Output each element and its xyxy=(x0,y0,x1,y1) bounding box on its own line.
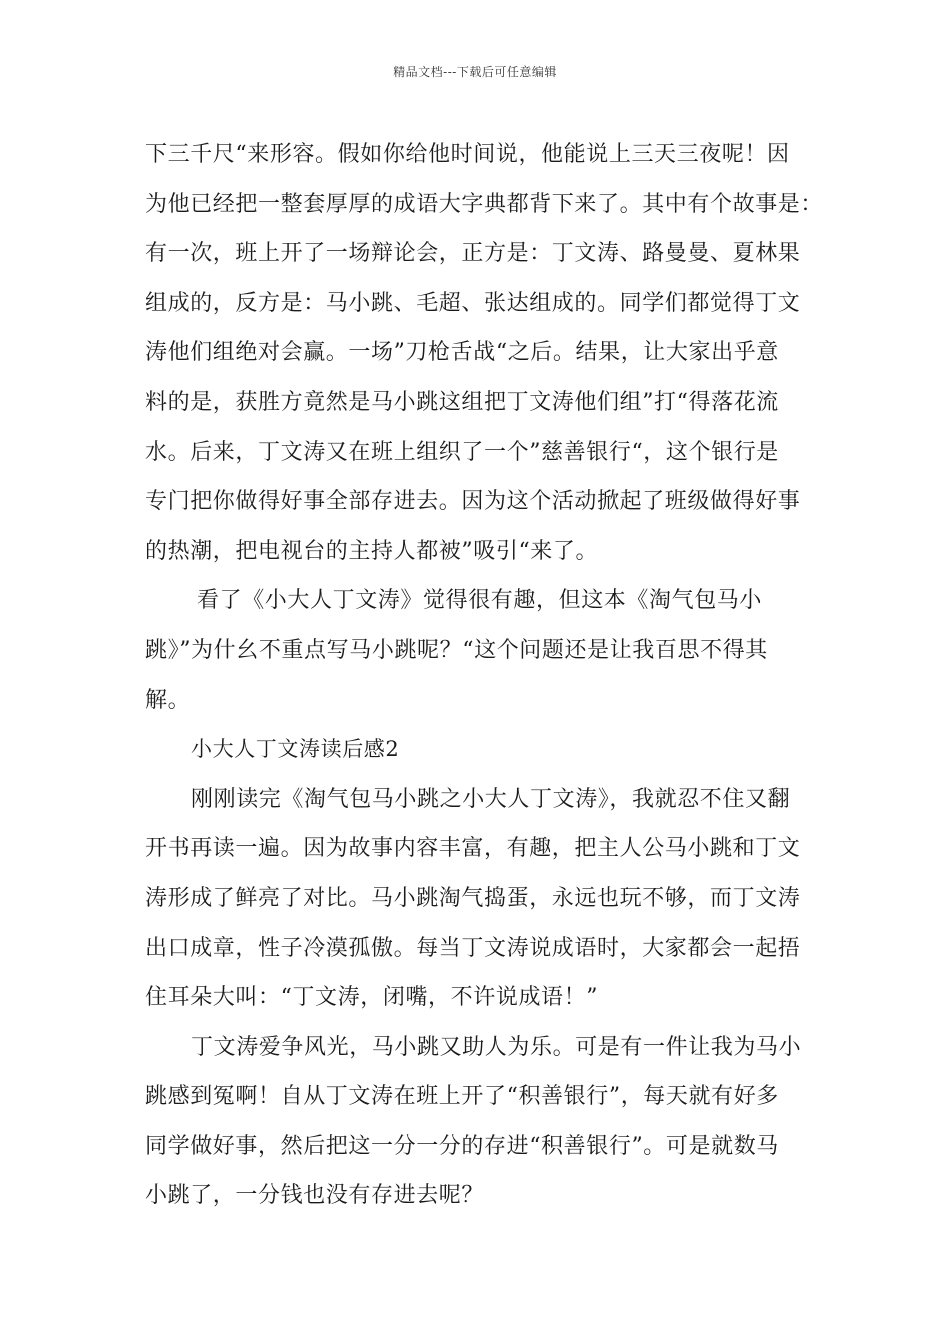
section-heading: 小大人丁文涛读后感2 xyxy=(191,737,400,762)
text-line: 出口成章，性子冷漠孤傲。每当丁文涛说成语时，大家都会一起捂 xyxy=(145,935,801,961)
text-line: 水。后来，丁文涛又在班上组织了一个”慈善银行“，这个银行是 xyxy=(145,439,779,465)
paragraph-start-line: 看了《小大人丁文涛》觉得很有趣，但这本《淘气包马小 xyxy=(197,588,763,614)
text-line: 下三千尺“来形容。假如你给他时间说，他能说上三天三夜呢！因 xyxy=(145,142,790,167)
text-line: 跳》”为什幺不重点写马小跳呢？“这个问题还是让我百思不得其 xyxy=(145,637,768,663)
text-line: 跳感到冤啊！自从丁文涛在班上开了“积善银行”，每天就有好多 xyxy=(145,1084,779,1110)
text-line: 小跳了，一分钱也没有存进去呢？ xyxy=(145,1183,485,1209)
document-body xyxy=(145,130,824,1221)
text-line: 涛形成了鲜亮了对比。马小跳淘气捣蛋，永远也玩不够，而丁文涛 xyxy=(145,885,801,911)
text-line: 组成的，反方是：马小跳、毛超、张达组成的。同学们都觉得丁文 xyxy=(145,290,801,316)
text-line: 涛他们组绝对会赢。一场”刀枪舌战“之后。结果，让大家出乎意 xyxy=(145,340,779,366)
text-line: 同学做好事，然后把这一分一分的存进“积善银行”。可是就数马 xyxy=(145,1133,779,1159)
paragraph-start-line: 刚刚读完《淘气包马小跳之小大人丁文涛》，我就忍不住又翻 xyxy=(191,786,791,812)
page-header: 精品文档---下载后可任意编辑 xyxy=(393,65,557,79)
text-line: 住耳朵大叫：“丁文涛，闭嘴，不许说成语！” xyxy=(145,985,599,1011)
text-line: 为他已经把一整套厚厚的成语大字典都背下来了。其中有个故事是： xyxy=(145,191,824,217)
text-line: 料的是，获胜方竟然是马小跳这组把丁文涛他们组”打“得落花流 xyxy=(145,389,779,415)
text-line: 有一次，班上开了一场辩论会，正方是：丁文涛、路曼曼、夏林果 xyxy=(145,241,801,267)
text-line: 的热潮，把电视台的主持人都被”吸引“来了。 xyxy=(145,538,599,564)
text-line: 专门把你做得好事全部存进去。因为这个活动掀起了班级做得好事 xyxy=(145,489,801,515)
paragraph-start-line: 丁文涛爱争风光，马小跳又助人为乐。可是有一件让我为马小 xyxy=(191,1034,802,1060)
text-line: 开书再读一遍。因为故事内容丰富，有趣，把主人公马小跳和丁文 xyxy=(145,836,801,862)
text-line: 解。 xyxy=(145,687,191,713)
